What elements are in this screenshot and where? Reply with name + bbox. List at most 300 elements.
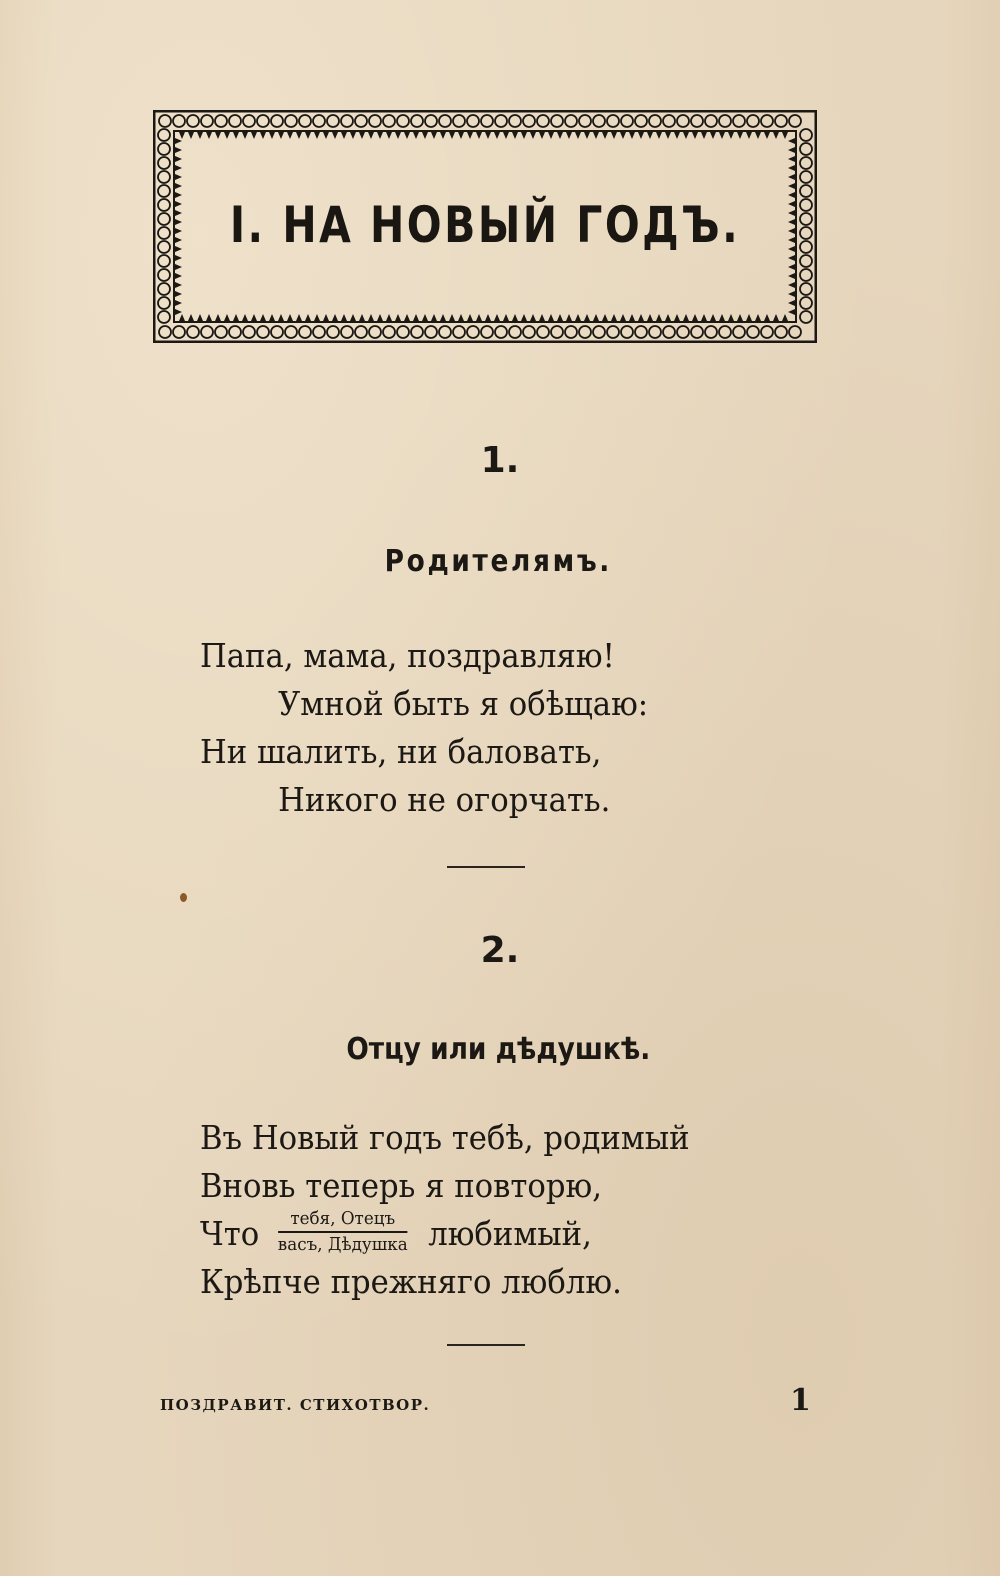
frame-ornament (439, 326, 451, 338)
frame-ornament (551, 115, 563, 127)
frame-tooth (494, 314, 500, 321)
frame-ornament (719, 326, 731, 338)
frame-ornament (158, 213, 170, 225)
frame-ornament (495, 115, 507, 127)
frame-tooth (422, 132, 428, 139)
frame-ornament (800, 185, 812, 197)
frame-tooth (539, 132, 545, 139)
frame-ornament (229, 115, 241, 127)
frame-ornament (299, 326, 311, 338)
frame-tooth (629, 314, 635, 321)
frame-ornament (663, 326, 675, 338)
frame-tooth (260, 132, 266, 139)
frame-tooth (242, 132, 248, 139)
frame-tooth (440, 132, 446, 139)
frame-tooth (557, 132, 563, 139)
frame-tooth (782, 314, 788, 321)
frame-ornament (215, 326, 227, 338)
frame-tooth (296, 132, 302, 139)
frame-ornament (800, 171, 812, 183)
frame-ornament (800, 157, 812, 169)
frame-tooth (175, 210, 182, 216)
frame-tooth (647, 132, 653, 139)
frame-ornament (383, 115, 395, 127)
frame-tooth (175, 192, 182, 198)
frame-tooth (332, 132, 338, 139)
frame-tooth (710, 132, 716, 139)
frame-tooth (224, 132, 230, 139)
frame-ornament (551, 326, 563, 338)
verse-line: Умной быть я обѣщаю: (278, 684, 649, 723)
frame-tooth (413, 314, 419, 321)
frame-ornament (159, 115, 171, 127)
frame-tooth (539, 314, 545, 321)
frame-ornament (719, 115, 731, 127)
frame-tooth (548, 132, 554, 139)
frame-ornament (158, 185, 170, 197)
frame-tooth (701, 132, 707, 139)
frame-ornament (299, 115, 311, 127)
frame-tooth (332, 314, 338, 321)
frame-ornament (439, 115, 451, 127)
frame-tooth (175, 219, 182, 225)
page-number: 1 (790, 1383, 811, 1418)
frame-tooth (323, 132, 329, 139)
frame-tooth (620, 132, 626, 139)
frame-tooth (476, 132, 482, 139)
frame-ornament (313, 115, 325, 127)
frame-tooth (431, 132, 437, 139)
frame-tooth (404, 132, 410, 139)
frame-tooth (665, 132, 671, 139)
frame-ornament (677, 326, 689, 338)
frame-tooth (175, 156, 182, 162)
frame-ornament (467, 115, 479, 127)
frame-tooth (602, 314, 608, 321)
frame-tooth (728, 314, 734, 321)
frame-tooth (395, 314, 401, 321)
frame-ornament (158, 227, 170, 239)
frame-ornament (789, 115, 801, 127)
frame-tooth (788, 147, 795, 153)
frame-ornament (705, 115, 717, 127)
frame-ornament (635, 326, 647, 338)
frame-tooth (242, 314, 248, 321)
frame-tooth (175, 237, 182, 243)
frame-ornament (173, 326, 185, 338)
frame-ornament (341, 115, 353, 127)
frame-ornament (800, 129, 812, 141)
frame-tooth (593, 314, 599, 321)
frame-tooth (359, 132, 365, 139)
section-title: I. НА НОВЫЙ ГОДЪ. (229, 196, 741, 254)
frame-tooth (620, 314, 626, 321)
frame-tooth (215, 132, 221, 139)
frame-tooth (197, 132, 203, 139)
frame-tooth (278, 314, 284, 321)
frame-ornament (158, 255, 170, 267)
frame-ornament (733, 115, 745, 127)
frame-tooth (341, 314, 347, 321)
frame-ornament (158, 171, 170, 183)
ornamental-frame (153, 110, 817, 343)
frame-tooth (467, 314, 473, 321)
verse-line: Никого не огорчать. (278, 780, 611, 819)
frame-ornament (229, 326, 241, 338)
frame-tooth (512, 132, 518, 139)
signature-mark: ПОЗДРАВИТ. СТИХОТВОР. (160, 1396, 431, 1414)
frame-ornament (523, 326, 535, 338)
frame-tooth (386, 132, 392, 139)
frame-tooth (788, 183, 795, 189)
frame-tooth (755, 314, 761, 321)
frame-ornament (481, 115, 493, 127)
frame-tooth (206, 132, 212, 139)
frame-tooth (683, 132, 689, 139)
frame-ornament (565, 115, 577, 127)
frame-ornament (800, 227, 812, 239)
frame-ornament (369, 326, 381, 338)
frame-tooth (341, 132, 347, 139)
frame-tooth (788, 210, 795, 216)
fraction-top: тебя, Отецъ (278, 1209, 408, 1233)
frame-ornament (158, 241, 170, 253)
frame-ornament (327, 326, 339, 338)
frame-tooth (175, 255, 182, 261)
frame-ornament (425, 115, 437, 127)
frame-tooth (530, 314, 536, 321)
frame-tooth (548, 314, 554, 321)
frame-tooth (269, 314, 275, 321)
section-divider (447, 866, 525, 868)
frame-ornament (509, 326, 521, 338)
frame-tooth (287, 132, 293, 139)
frame-tooth (175, 138, 182, 144)
frame-ornament (691, 115, 703, 127)
frame-tooth (788, 138, 795, 144)
frame-tooth (773, 314, 779, 321)
frame-tooth (287, 314, 293, 321)
frame-tooth (449, 132, 455, 139)
frame-ornament (313, 326, 325, 338)
frame-tooth (175, 246, 182, 252)
frame-tooth (647, 314, 653, 321)
frame-tooth (467, 132, 473, 139)
frame-tooth (737, 314, 743, 321)
frame-ornament (257, 326, 269, 338)
frame-tooth (728, 132, 734, 139)
frame-tooth (611, 132, 617, 139)
frame-tooth (788, 174, 795, 180)
frame-ornament (481, 326, 493, 338)
frame-ornament (800, 241, 812, 253)
frame-tooth (314, 314, 320, 321)
frame-tooth (521, 132, 527, 139)
frame-ornament (495, 326, 507, 338)
verse-line: Папа, мама, поздравляю! (200, 636, 615, 675)
frame-tooth (788, 282, 795, 288)
frame-ornament (467, 326, 479, 338)
frame-ornament (649, 326, 661, 338)
frame-ornament (565, 326, 577, 338)
frame-tooth (788, 273, 795, 279)
poem-number: 2. (480, 930, 520, 971)
frame-ornament (593, 326, 605, 338)
frame-tooth (503, 132, 509, 139)
frame-tooth (179, 314, 185, 321)
frame-tooth (512, 314, 518, 321)
frame-tooth (719, 314, 725, 321)
frame-ornament (579, 326, 591, 338)
frame-ornament (285, 326, 297, 338)
frame-tooth (305, 132, 311, 139)
frame-ornament (158, 199, 170, 211)
frame-tooth (719, 132, 725, 139)
frame-tooth (788, 255, 795, 261)
frame-tooth (175, 147, 182, 153)
frame-tooth (521, 314, 527, 321)
frame-ornament (243, 326, 255, 338)
frame-tooth (773, 132, 779, 139)
frame-tooth (788, 291, 795, 297)
frame-tooth (188, 314, 194, 321)
frame-tooth (788, 246, 795, 252)
frame-tooth (683, 314, 689, 321)
frame-tooth (458, 132, 464, 139)
frame-tooth (175, 300, 182, 306)
frame-tooth (764, 132, 770, 139)
frame-ornament (747, 115, 759, 127)
frame-tooth (350, 314, 356, 321)
frame-tooth (788, 165, 795, 171)
frame-tooth (593, 132, 599, 139)
frame-ornament (243, 115, 255, 127)
frame-ornament (775, 115, 787, 127)
frame-tooth (638, 314, 644, 321)
frame-ornament (453, 326, 465, 338)
frame-tooth (224, 314, 230, 321)
frame-tooth (377, 314, 383, 321)
frame-tooth (359, 314, 365, 321)
frame-ornament (523, 115, 535, 127)
frame-tooth (197, 314, 203, 321)
frame-ornament (158, 283, 170, 295)
frame-tooth (269, 132, 275, 139)
frame-tooth (233, 314, 239, 321)
frame-tooth (377, 132, 383, 139)
frame-ornament (789, 326, 801, 338)
frame-tooth (788, 192, 795, 198)
frame-ornament (800, 255, 812, 267)
frame-ornament (775, 326, 787, 338)
frame-tooth (175, 264, 182, 270)
frame-tooth (485, 132, 491, 139)
frame-tooth (530, 132, 536, 139)
verse-word: Что (200, 1214, 260, 1253)
frame-tooth (431, 314, 437, 321)
frame-tooth (413, 132, 419, 139)
frame-tooth (215, 314, 221, 321)
frame-ornament (355, 326, 367, 338)
frame-tooth (440, 314, 446, 321)
section-divider (447, 1344, 525, 1346)
frame-tooth (175, 282, 182, 288)
frame-tooth (746, 132, 752, 139)
frame-tooth (584, 132, 590, 139)
frame-ornament (187, 326, 199, 338)
frame-tooth (175, 183, 182, 189)
frame-ornament (355, 115, 367, 127)
frame-ornament (173, 115, 185, 127)
frame-tooth (175, 174, 182, 180)
frame-ornament (800, 199, 812, 211)
frame-ornament (537, 115, 549, 127)
frame-ornament (201, 115, 213, 127)
frame-tooth (674, 314, 680, 321)
frame-ornament (397, 115, 409, 127)
frame-ornament (285, 115, 297, 127)
frame-tooth (575, 132, 581, 139)
frame-ornament (800, 143, 812, 155)
frame-ornament (201, 326, 213, 338)
fraction-bottom: васъ, Дѣдушка (277, 1234, 408, 1255)
frame-ornament (369, 115, 381, 127)
frame-tooth (188, 132, 194, 139)
frame-ornament (800, 297, 812, 309)
frame-tooth (701, 314, 707, 321)
frame-ornament (677, 115, 689, 127)
frame-ornament (691, 326, 703, 338)
frame-tooth (323, 314, 329, 321)
frame-tooth (179, 132, 185, 139)
frame-tooth (656, 132, 662, 139)
frame-tooth (422, 314, 428, 321)
frame-tooth (368, 314, 374, 321)
poem-verse (200, 632, 648, 824)
frame-tooth (251, 132, 257, 139)
paper-speck (180, 893, 187, 902)
frame-tooth (233, 132, 239, 139)
frame-tooth (692, 314, 698, 321)
frame-ornament (607, 115, 619, 127)
frame-tooth (602, 132, 608, 139)
frame-tooth (782, 132, 788, 139)
poem-verse (200, 1114, 690, 1306)
frame-tooth (314, 132, 320, 139)
frame-tooth (305, 314, 311, 321)
frame-tooth (788, 219, 795, 225)
frame-tooth (175, 291, 182, 297)
frame-tooth (404, 314, 410, 321)
frame-tooth (629, 132, 635, 139)
frame-tooth (251, 314, 257, 321)
frame-ornament (579, 115, 591, 127)
frame-tooth (788, 264, 795, 270)
frame-ornament (663, 115, 675, 127)
frame-tooth (755, 132, 761, 139)
frame-ornament (761, 326, 773, 338)
frame-ornament (257, 115, 269, 127)
frame-tooth (278, 132, 284, 139)
frame-ornament (453, 115, 465, 127)
frame-ornament (733, 326, 745, 338)
frame-tooth (575, 314, 581, 321)
poem-number: 1. (480, 440, 520, 481)
frame-tooth (503, 314, 509, 321)
frame-tooth (737, 132, 743, 139)
poem-heading: Родителямъ. (384, 544, 612, 579)
frame-ornament (383, 326, 395, 338)
frame-ornament (537, 326, 549, 338)
frame-ornament (271, 115, 283, 127)
frame-tooth (746, 314, 752, 321)
frame-tooth (788, 237, 795, 243)
frame-ornament (761, 115, 773, 127)
frame-tooth (566, 314, 572, 321)
frame-tooth (476, 314, 482, 321)
frame-ornament (158, 269, 170, 281)
frame-ornament (271, 326, 283, 338)
frame-ornament (411, 115, 423, 127)
frame-tooth (175, 228, 182, 234)
frame-ornament (425, 326, 437, 338)
frame-ornament (607, 326, 619, 338)
frame-tooth (175, 309, 182, 315)
frame-tooth (788, 228, 795, 234)
frame-ornament (397, 326, 409, 338)
frame-tooth (788, 300, 795, 306)
frame-ornament (411, 326, 423, 338)
frame-tooth (260, 314, 266, 321)
frame-tooth (175, 201, 182, 207)
frame-ornament (800, 311, 812, 323)
frame-ornament (158, 129, 170, 141)
frame-ornament (800, 269, 812, 281)
frame-ornament (593, 115, 605, 127)
frame-ornament (747, 326, 759, 338)
frame-tooth (692, 132, 698, 139)
frame-tooth (449, 314, 455, 321)
frame-ornament (649, 115, 661, 127)
frame-tooth (788, 201, 795, 207)
frame-tooth (557, 314, 563, 321)
frame-tooth (368, 132, 374, 139)
verse-line: Вновь теперь я повторю, (200, 1166, 603, 1205)
frame-ornament (187, 115, 199, 127)
frame-ornament (158, 157, 170, 169)
poem-heading: Отцу или дѣдушкѣ. (346, 1032, 651, 1067)
frame-tooth (485, 314, 491, 321)
verse-line-with-fraction (200, 1210, 690, 1258)
frame-ornament (158, 297, 170, 309)
frame-tooth (788, 309, 795, 315)
frame-ornament (158, 311, 170, 323)
frame-ornament (621, 115, 633, 127)
verse-line: Ни шалить, ни баловать, (200, 732, 602, 771)
frame-ornament (509, 115, 521, 127)
frame-tooth (788, 156, 795, 162)
frame-tooth (296, 314, 302, 321)
frame-ornament (800, 213, 812, 225)
frame-ornament (159, 326, 171, 338)
verse-line: Крѣпче прежняго люблю. (200, 1262, 622, 1301)
frame-ornament (705, 326, 717, 338)
frame-tooth (175, 273, 182, 279)
frame-ornament (341, 326, 353, 338)
verse-word: любимый, (428, 1214, 592, 1253)
frame-tooth (494, 132, 500, 139)
frame-tooth (395, 132, 401, 139)
